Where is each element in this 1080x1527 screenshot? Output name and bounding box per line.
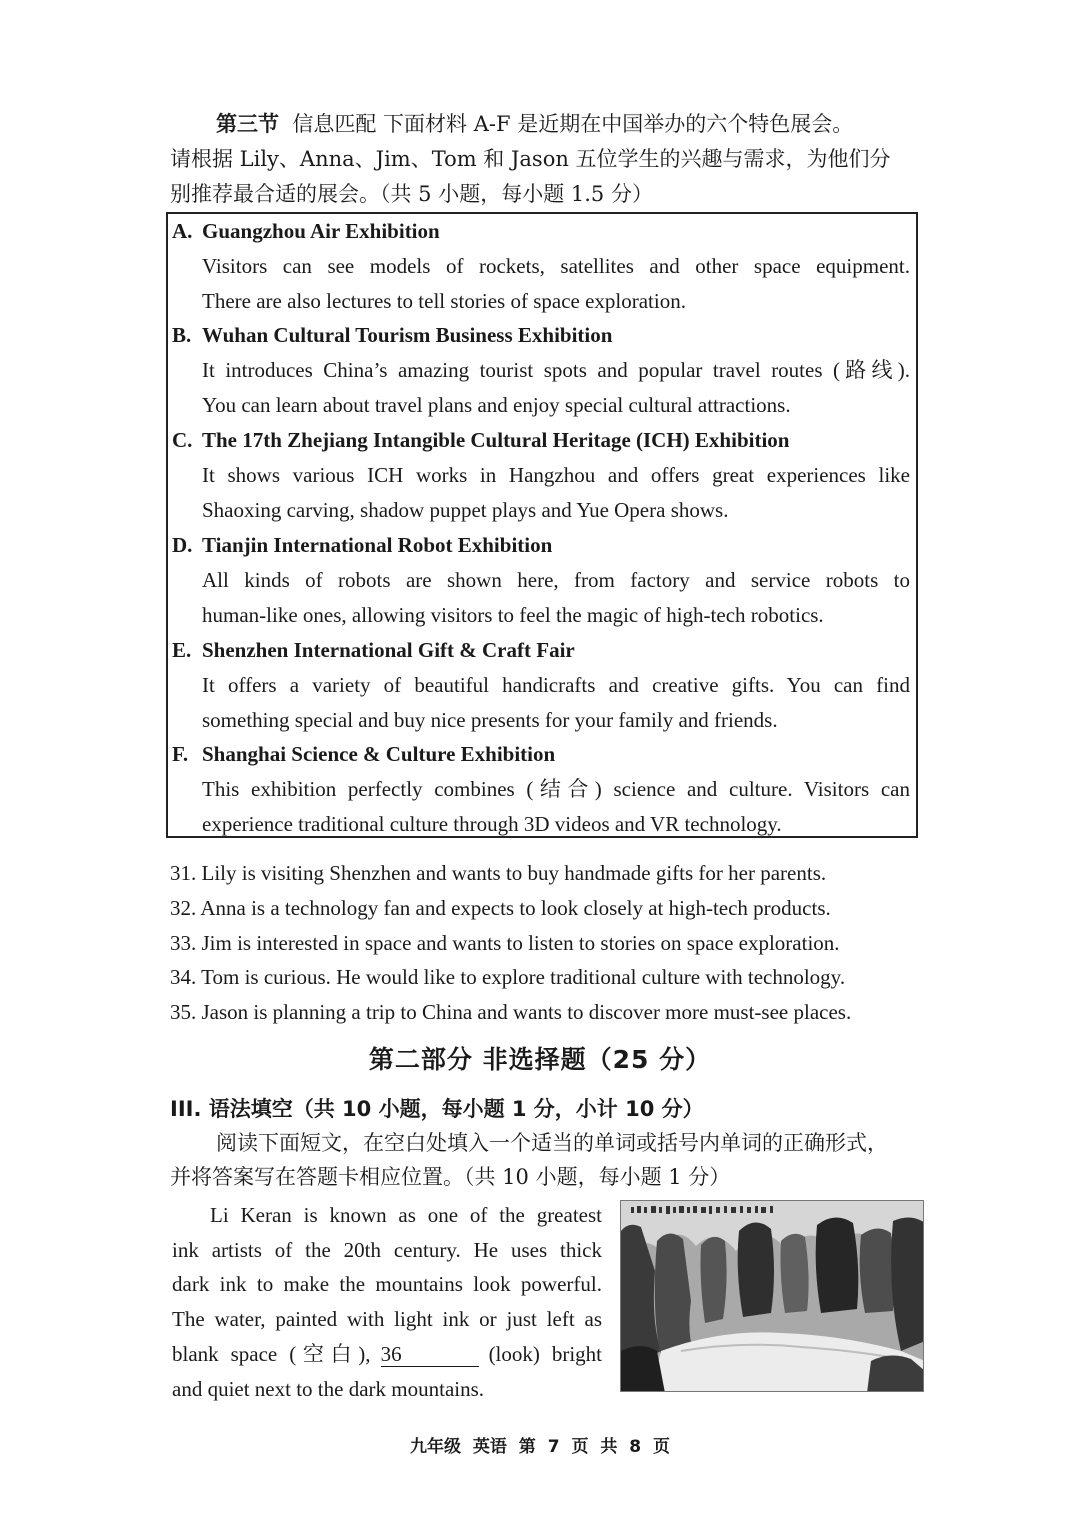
exhibition-desc-line: experience traditional culture through 3D videos and VR technology. [202, 812, 782, 836]
passage-line: ink artists of the 20th century. He uses thick [172, 1237, 602, 1262]
exhibitions-box [166, 212, 918, 838]
answer-blank-36[interactable]: 36 [381, 1342, 479, 1367]
page-footer: 九年级 英语 第 7 页 共 8 页 [409, 1437, 671, 1457]
exhibition-letter: D. [172, 533, 193, 557]
section-three-instructions [170, 1126, 922, 1194]
exhibition-title: Shenzhen International Gift & Craft Fair [202, 638, 575, 662]
exhibition-a [168, 214, 916, 319]
exhibition-desc-line: It introduces China’s amazing tourist spots and popular travel routes (路线). [202, 358, 910, 382]
exhibition-title: Shanghai Science & Culture Exhibition [202, 742, 556, 766]
exhibition-letter: A. [172, 219, 193, 243]
exhibition-desc-line: You can learn about travel plans and enjoy special cultural attractions. [202, 393, 791, 417]
exhibition-desc-line: There are also lectures to tell stories of space exploration. [202, 289, 686, 313]
exhibition-desc-line: It offers a variety of beautiful handicrafts and creative gifts. You can find [202, 673, 910, 697]
passage-line: and quiet next to the dark mountains. [172, 1376, 485, 1401]
exhibition-desc-line: Shaoxing carving, shadow puppet plays and Yue Opera shows. [202, 498, 729, 522]
instruction-line-1: 阅读下面短文，在空白处填入一个适当的单词或括号内单词的正确形式， [216, 1131, 888, 1155]
exhibition-c [168, 423, 916, 528]
passage-text: blank space (空白), [172, 1341, 371, 1366]
exhibition-title: Tianjin International Robot Exhibition [202, 533, 553, 557]
exhibition-letter: B. [172, 323, 192, 347]
exhibition-desc-line: human-like ones, allowing visitors to feel the magic of high-tech robotics. [202, 603, 824, 627]
section-three-heading: III. 语法填空（共 10 小题，每小题 1 分，小计 10 分） [170, 1097, 704, 1121]
passage-line: dark ink to make the mountains look powerful. [172, 1272, 602, 1297]
exhibition-letter: C. [172, 428, 193, 452]
passage-line-with-blank [172, 1337, 602, 1372]
intro-line-3: 别推荐最合适的展会。（共 5 小题，每小题 1.5 分） [170, 182, 653, 206]
question-list [170, 856, 930, 1030]
exhibition-desc-line: This exhibition perfectly combines (结合) science and culture. Visitors can [202, 777, 910, 801]
exhibition-letter: E. [172, 638, 192, 662]
question-item: 32. Anna is a technology fan and expects to look closely at high-tech products. [170, 895, 831, 920]
passage-line: Li Keran is known as one of the greatest [210, 1203, 602, 1227]
passage-line: The water, painted with light ink or just left as [172, 1307, 602, 1332]
painting-illustration [621, 1201, 924, 1392]
question-item: 34. Tom is curious. He would like to explore traditional culture with technology. [170, 965, 846, 990]
instruction-line-2: 并将答案写在答题卡相应位置。（共 10 小题，每小题 1 分） [170, 1165, 731, 1189]
question-item: 31. Lily is visiting Shenzhen and wants to buy handmade gifts for her parents. [170, 861, 827, 885]
exhibition-desc-line: Visitors can see models of rockets, satellites and other space equipment. [202, 254, 910, 278]
exhibition-d [168, 528, 916, 633]
exhibition-desc-line: It shows various ICH works in Hangzhou and offers great experiences like [202, 463, 910, 487]
section-label: 第三节 [216, 111, 279, 136]
cloze-passage [172, 1198, 602, 1406]
section-intro [170, 106, 920, 212]
exhibition-desc-line: something special and buy nice presents for your family and friends. [202, 708, 778, 732]
ink-landscape-painting [620, 1200, 924, 1392]
passage-text: (look) bright [488, 1341, 603, 1366]
exhibition-desc-line: All kinds of robots are shown here, from factory and service robots to [202, 568, 910, 592]
part-two-heading: 第二部分 非选择题（25 分） [368, 1045, 712, 1074]
intro-line-2: 请根据 Lily、Anna、Jim、Tom 和 Jason 五位学生的兴趣与需求，为他们分 [170, 147, 891, 171]
exhibition-letter: F. [172, 742, 189, 766]
exhibition-title: Guangzhou Air Exhibition [202, 219, 440, 243]
exhibition-e [168, 633, 916, 738]
exhibition-title: The 17th Zhejiang Intangible Cultural Heritage (ICH) Exhibition [202, 428, 790, 452]
exhibition-title: Wuhan Cultural Tourism Business Exhibition [202, 323, 613, 347]
question-item: 33. Jim is interested in space and wants to listen to stories on space exploration. [170, 930, 840, 955]
exhibition-b [168, 318, 916, 423]
question-item: 35. Jason is planning a trip to China and wants to discover more must-see places. [170, 1000, 852, 1025]
exhibition-f [168, 737, 916, 842]
intro-line-1: 信息匹配 下面材料 A-F 是近期在中国举办的六个特色展会。 [292, 112, 854, 136]
